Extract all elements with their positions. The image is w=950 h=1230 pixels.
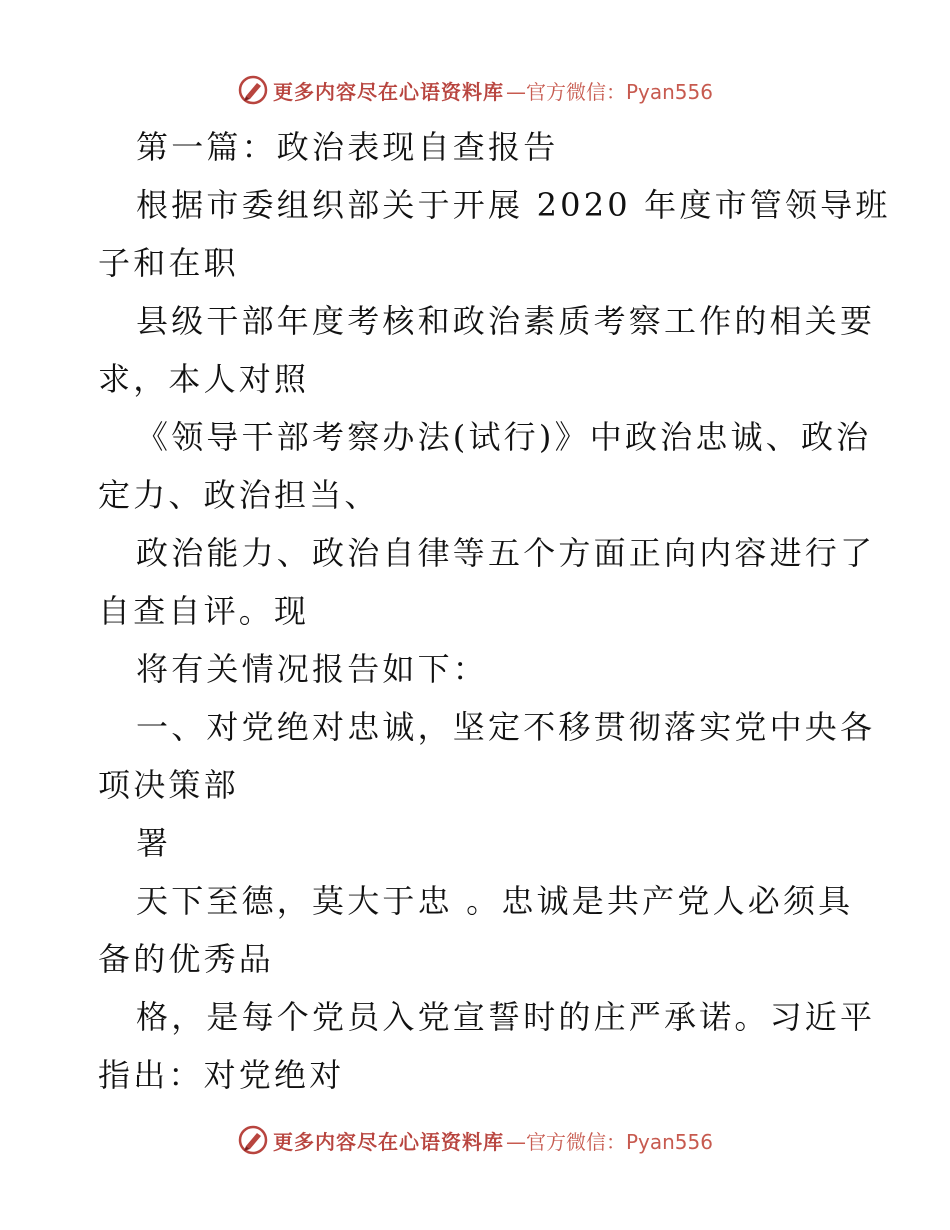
doc-line: 自查自评。现 bbox=[98, 592, 310, 630]
footer-banner bbox=[0, 1120, 950, 1160]
doc-line: 项决策部 bbox=[98, 766, 239, 804]
doc-line: 子和在职 bbox=[98, 244, 239, 282]
doc-line: 定力、政治担当、 bbox=[98, 476, 380, 514]
banner-wechat: —官方微信：Pyan556 bbox=[505, 79, 713, 104]
pen-logo-icon bbox=[237, 1124, 269, 1156]
doc-line: 政治能力、政治自律等五个方面正向内容进行了 bbox=[136, 534, 876, 572]
document-body bbox=[98, 118, 891, 1104]
doc-line: 将有关情况报告如下： bbox=[136, 650, 489, 688]
section-heading: 一、对党绝对忠诚，坚定不移贯彻落实党中央各 bbox=[136, 708, 876, 746]
doc-line: 县级干部年度考核和政治素质考察工作的相关要 bbox=[136, 302, 876, 340]
header-banner bbox=[0, 70, 950, 110]
doc-line: 备的优秀品 bbox=[98, 940, 275, 978]
doc-line: 求，本人对照 bbox=[98, 360, 310, 398]
doc-line: 指出：对党绝对 bbox=[98, 1056, 345, 1094]
doc-line: 天下至德，莫大于忠 。忠诚是共产党人必须具 bbox=[136, 882, 854, 920]
doc-line: 格，是每个党员入党宣誓时的庄严承诺。习近平 bbox=[136, 998, 876, 1036]
banner-prefix: 更多内容尽在心语资料库 bbox=[272, 1129, 504, 1154]
banner-prefix: 更多内容尽在心语资料库 bbox=[272, 79, 504, 104]
doc-line: 根据市委组织部关于开展 2020 年度市管领导班 bbox=[136, 186, 891, 224]
banner-wechat: —官方微信：Pyan556 bbox=[505, 1129, 713, 1154]
pen-logo-icon bbox=[237, 74, 269, 106]
doc-line: 署 bbox=[136, 824, 172, 862]
doc-title: 第一篇：政治表现自查报告 bbox=[136, 128, 559, 166]
doc-line: 《领导干部考察办法(试行)》中政治忠诚、政治 bbox=[136, 418, 872, 456]
